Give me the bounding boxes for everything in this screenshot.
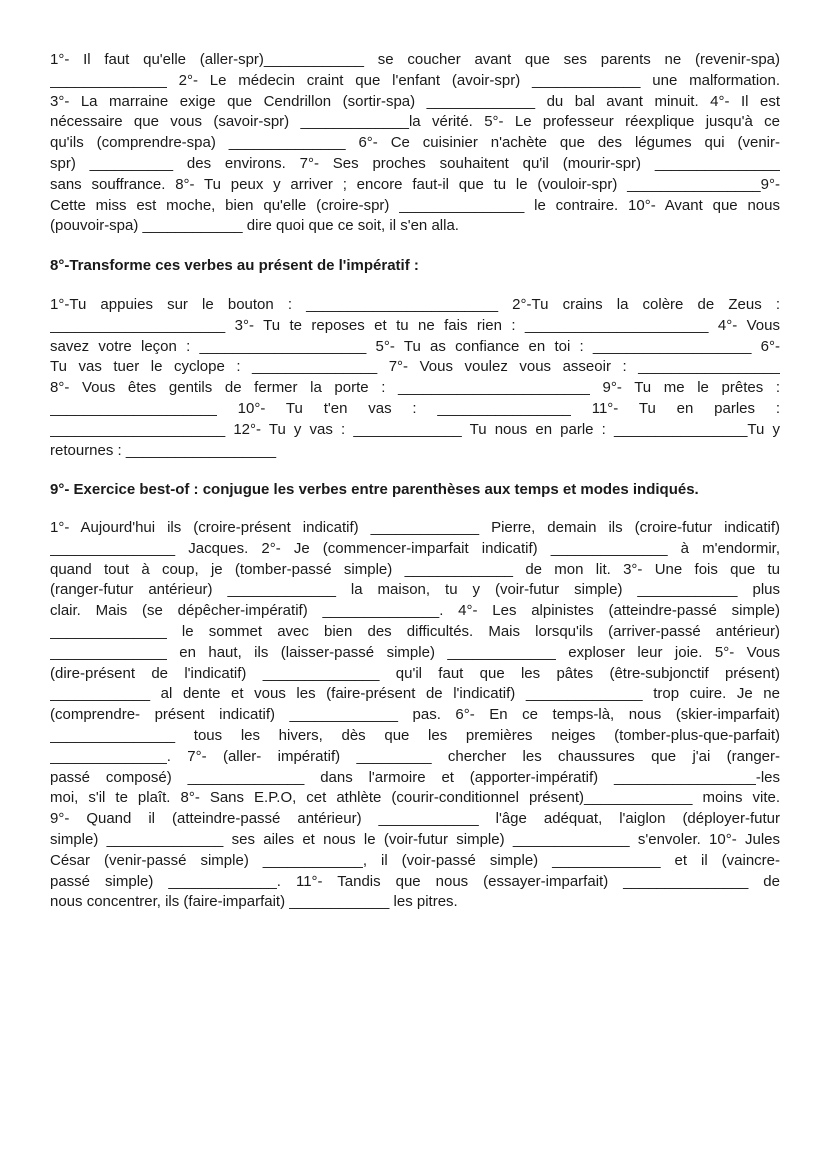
exercise-line: ______________ le sommet avec bien des difficultés. Mais lorsqu'ils (arriver-passé antérieur) — [50, 622, 780, 640]
exercise-line: César (venir-passé simple) ____________, il (voir-passé simple) _____________ et il (vaincre- — [50, 851, 780, 869]
exercise-line: qu'ils (comprendre-spa) ______________ 6°- Ce cuisinier n'achète que des légumes qui (venir- — [50, 134, 780, 152]
exercise-line: simple) ______________ ses ailes et nous le (voir-futur simple) ______________ s'envoler. 10°- Jules — [50, 830, 780, 848]
exercise-line: _______________ Jacques. 2°- Je (commencer-imparfait indicatif) ______________ à m'endormir, — [50, 539, 780, 557]
exercise-line: moi, s'il te plaît. 8°- Sans E.P.O, cet athlète (courir-conditionnel présent)_____________ moins vite. — [50, 789, 780, 807]
exercise-line: passé simple) _____________. 11°- Tandis que nous (essayer-imparfait) _______________ de — [50, 872, 780, 890]
exercise-line: nécessaire que vous (savoir-spr) _____________la vérité. 5°- Le professeur réexplique jusqu'à ce — [50, 113, 780, 131]
exercise-line: ____________ al dente et vous les (faire-présent de l'indicatif) ______________ trop cuire. Je ne — [50, 685, 780, 703]
exercise-line: ______________. 7°- (aller- impératif) _________ chercher les chaussures que j'ai (ranger- — [50, 747, 780, 765]
exercise-line: 1°- Aujourd'hui ils (croire-présent indicatif) _____________ Pierre, demain ils (croire-futur indicatif) — [50, 519, 780, 536]
exercise-line: spr) __________ des environs. 7°- Ses proches souhaitent qu'il (mourir-spr) _______________ — [50, 154, 780, 172]
exercise-line: _____________________ 12°- Tu y vas : _____________ Tu nous en parle : ________________Tu y — [50, 420, 780, 438]
exercise-line: 1°-Tu appuies sur le bouton : _______________________ 2°-Tu crains la colère de Zeus : — [50, 296, 780, 313]
exercise-line: _____________________ 3°- Tu te reposes et tu ne fais rien : ______________________ 4°- Vous — [50, 316, 780, 334]
exercise-line: sans souffrance. 8°- Tu peux y arriver ; encore faut-il que tu le (vouloir-spr) ________________9°- — [50, 175, 780, 193]
exercise-line: (dire-présent de l'indicatif) ______________ qu'il faut que les pâtes (être-subjonctif présent) — [50, 664, 780, 682]
exercise-line: savez votre leçon : ____________________ 5°- Tu as confiance en toi : ___________________ 6°- — [50, 337, 780, 355]
exercise-8-title: 8°-Transforme ces verbes au présent de l'impératif : — [50, 257, 419, 274]
exercise-line: ______________ en haut, ils (laisser-passé simple) _____________ exploser leur joie. 5°- Vous — [50, 643, 780, 661]
exercise-line: Cette miss est moche, bien qu'elle (croire-spr) _______________ le contraire. 10°- Avant que nous — [50, 196, 780, 214]
exercise-line: _______________ tous les hivers, dès que les premières neiges (tomber-plus-que-parfait) — [50, 726, 780, 744]
exercise-line: ______________ 2°- Le médecin craint que l'enfant (avoir-spr) _____________ une malformation. — [50, 71, 780, 89]
exercise-line: Tu vas tuer le cyclope : _______________ 7°- Vous voulez vous asseoir : _________________ — [50, 358, 780, 376]
exercise-8-text — [50, 295, 780, 461]
exercise-9-text — [50, 518, 780, 913]
exercise-line: 1°- Il faut qu'elle (aller-spr)____________ se coucher avant que ses parents ne (revenir-spa) — [50, 51, 780, 68]
exercise-9-title: 9°- Exercice best-of : conjugue les verbes entre parenthèses aux temps et modes indiqués. — [50, 481, 699, 498]
exercise-line: 3°- La marraine exige que Cendrillon (sortir-spa) _____________ du bal avant minuit. 4°- Il est — [50, 92, 780, 110]
exercise-line: (comprendre- présent indicatif) _____________ pas. 6°- En ce temps-là, nous (skier-imparfait) — [50, 706, 780, 724]
exercise-line: quand tout à coup, je (tomber-passé simple) _____________ de mon lit. 3°- Une fois que tu — [50, 560, 780, 578]
exercise-line: 9°- Quand il (atteindre-passé antérieur) ____________ l'âge adéquat, l'aiglon (déployer-futur — [50, 810, 780, 828]
exercise-line: retournes : __________________ — [50, 441, 277, 459]
exercise-line: ____________________ 10°- Tu t'en vas : ________________ 11°- Tu en parles : — [50, 399, 780, 417]
exercise-line: clair. Mais (se dépêcher-impératif) ______________. 4°- Les alpinistes (atteindre-passé simple) — [50, 602, 780, 620]
exercise-line: nous concentrer, ils (faire-imparfait) ____________ les pitres. — [50, 893, 458, 911]
exercise-line: 8°- Vous êtes gentils de fermer la porte : _______________________ 9°- Tu me le prêtes : — [50, 379, 780, 397]
exercise-line: passé composé) ______________ dans l'armoire et (apporter-impératif) _________________-les — [50, 768, 780, 786]
exercise-line: (ranger-futur antérieur) _____________ la maison, tu y (voir-futur simple) ____________ plus — [50, 581, 780, 599]
exercise-line: (pouvoir-spa) ____________ dire quoi que ce soit, il s'en alla. — [50, 217, 459, 235]
exercise-7-text — [50, 50, 780, 237]
